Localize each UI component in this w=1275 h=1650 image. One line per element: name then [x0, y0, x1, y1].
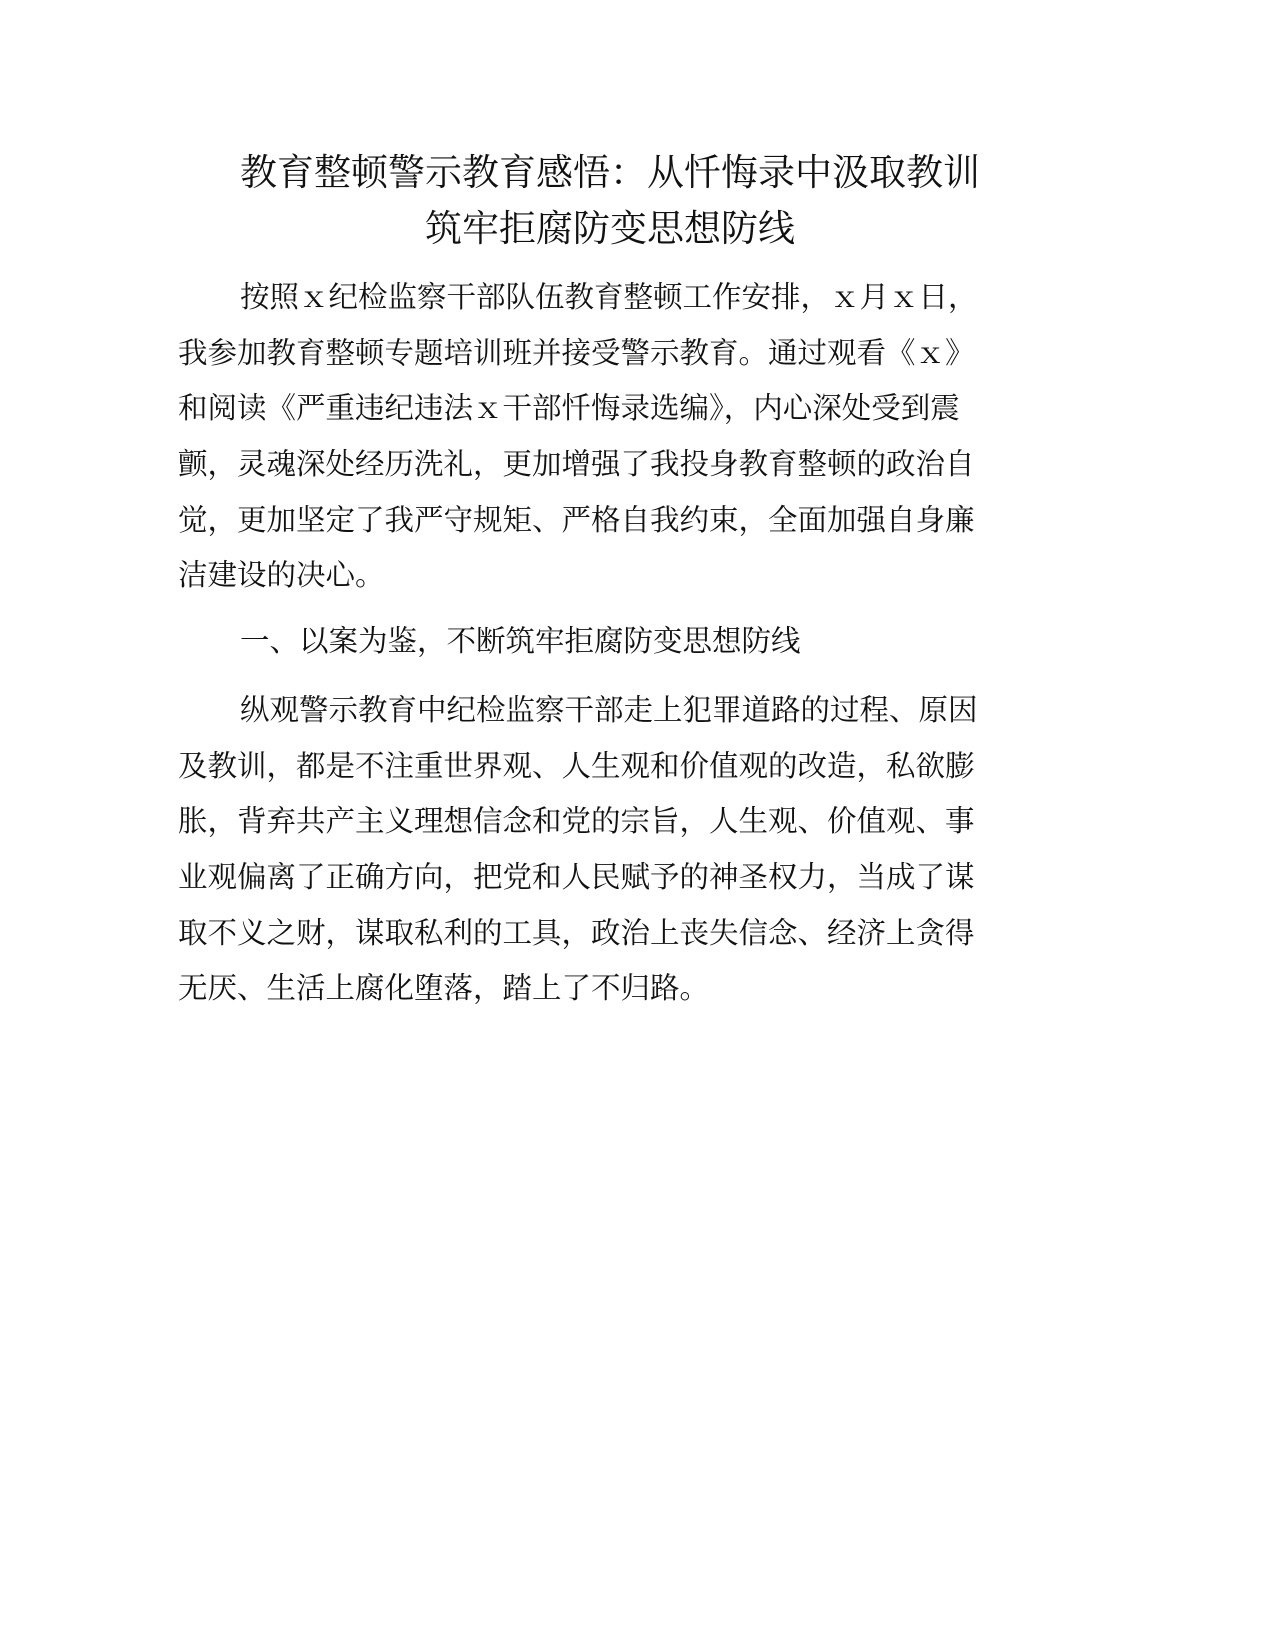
paragraph-section-1	[178, 683, 1038, 1017]
paragraph-line: 洁建设的决心。	[178, 558, 385, 593]
paragraph-line: 取不义之财，谋取私利的工具，政治上丧失信念、经济上贪得	[178, 915, 975, 950]
paragraph-line: 及教训，都是不注重世界观、人生观和价值观的改造，私欲膨	[178, 748, 975, 783]
paragraph-line: 觉，更加坚定了我严守规矩、严格自我约束，全面加强自身廉	[178, 502, 975, 537]
section-heading	[178, 614, 1038, 670]
paragraph-line: 无厌、生活上腐化堕落，踏上了不归路。	[178, 971, 710, 1006]
paragraph-line: 胀，背弃共产主义理想信念和党的宗旨，人生观、价值观、事	[178, 804, 975, 839]
paragraph-line: 我参加教育整顿专题培训班并接受警示教育。通过观看《ｘ》	[178, 335, 975, 370]
paragraph-line: 和阅读《严重违纪违法ｘ干部忏悔录选编》，内心深处受到震	[178, 391, 960, 426]
paragraph-intro	[178, 270, 1038, 604]
section-heading-text: 一、以案为鉴，不断筑牢拒腐防变思想防线	[240, 624, 801, 658]
document-title-line-2: 筑牢拒腐防变思想防线	[425, 207, 795, 250]
paragraph-line: 业观偏离了正确方向，把党和人民赋予的神圣权力，当成了谋	[178, 860, 975, 895]
paragraph-line: 纵观警示教育中纪检监察干部走上犯罪道路的过程、原因	[240, 693, 978, 727]
paragraph-line: 按照ｘ纪检监察干部队伍教育整顿工作安排，ｘ月ｘ日，	[240, 280, 978, 314]
paragraph-line: 颤，灵魂深处经历洗礼，更加增强了我投身教育整顿的政治自	[178, 447, 975, 482]
document-title-line-1: 教育整顿警示教育感悟：从忏悔录中汲取教训	[240, 151, 980, 194]
